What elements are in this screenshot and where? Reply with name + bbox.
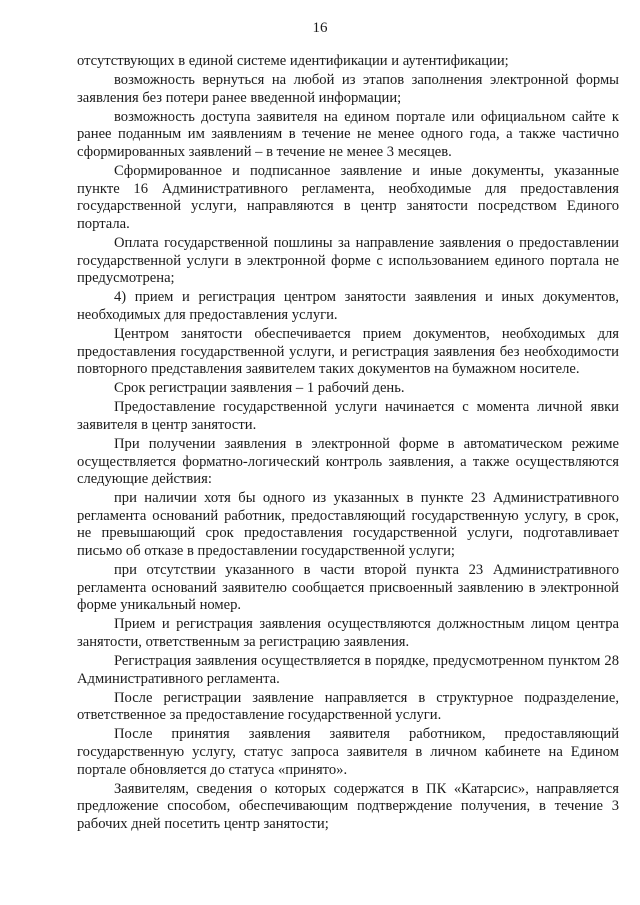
paragraph: При получении заявления в электронной форме в автоматическом режиме осуществляется форматно-логический контроль заявления, а также осуществляются следующие действия: xyxy=(77,435,619,488)
paragraph: 4) прием и регистрация центром занятости заявления и иных документов, необходимых для предоставления услуги. xyxy=(77,289,619,323)
page-number: 16 xyxy=(312,20,328,36)
paragraph: Предоставление государственной услуги начинается с момента личной явки заявителя в центр занятости. xyxy=(77,399,619,433)
paragraph: Прием и регистрация заявления осуществляются должностным лицом центра занятости, ответственным за регистрацию заявления. xyxy=(77,616,619,650)
paragraph: возможность доступа заявителя на едином портале или официальном сайте к ранее поданным им заявлениям в течение не менее одного года, а также частично сформированных заявлений – в течение не менее 3 месяцев. xyxy=(77,108,619,160)
paragraph: при наличии хотя бы одного из указанных в пункте 23 Административного регламента оснований работник, предоставляющий государственную услугу, в срок, не превышающий срок предоставления государственной услуги, подготавливает письмо об отказе в предоставлении государственной услуги; xyxy=(77,490,619,560)
paragraph: Срок регистрации заявления – 1 рабочий день. xyxy=(114,380,405,397)
paragraph: возможность вернуться на любой из этапов заполнения электронной формы заявления без потери ранее введенной информации; xyxy=(77,72,619,106)
paragraph: После принятия заявления заявителя работником, предоставляющий государственную услугу, статус запроса заявителя в личном кабинете на Едином портале обновляется до статуса «принято». xyxy=(77,726,619,778)
paragraph: После регистрации заявление направляется в структурное подразделение, ответственное за предоставление государственной услуги. xyxy=(77,689,619,724)
paragraph: Центром занятости обеспечивается прием документов, необходимых для предоставления государственной услуги, и регистрация заявления без необходимости повторного представления заявителем таких документов на бумажном носителе. xyxy=(77,325,619,378)
paragraph: Сформированное и подписанное заявление и иные документы, указанные пункте 16 Административного регламента, необходимые для предоставления государственной услуги, направляются в центр занятости посредством Единого портала. xyxy=(77,163,619,232)
paragraph: отсутствующих в единой системе идентификации и аутентификации; xyxy=(77,53,509,69)
paragraph: Заявителям, сведения о которых содержатся в ПК «Катарсис», направляется предложение способом, обеспечивающим подтверждение получения, в течение 3 рабочих дней посетить центр занятости; xyxy=(77,780,619,832)
document-body xyxy=(77,53,619,835)
paragraph: при отсутствии указанного в части второй пункта 23 Административного регламента оснований заявителю сообщается присвоенный заявлению в электронной форме уникальный номер. xyxy=(77,562,619,614)
paragraph: Регистрация заявления осуществляется в порядке, предусмотренном пунктом 28 Административного регламента. xyxy=(77,653,619,687)
paragraph: Оплата государственной пошлины за направление заявления о предоставлении государственной услуги в электронной форме с использованием единого портала не предусмотрена; xyxy=(77,234,619,287)
